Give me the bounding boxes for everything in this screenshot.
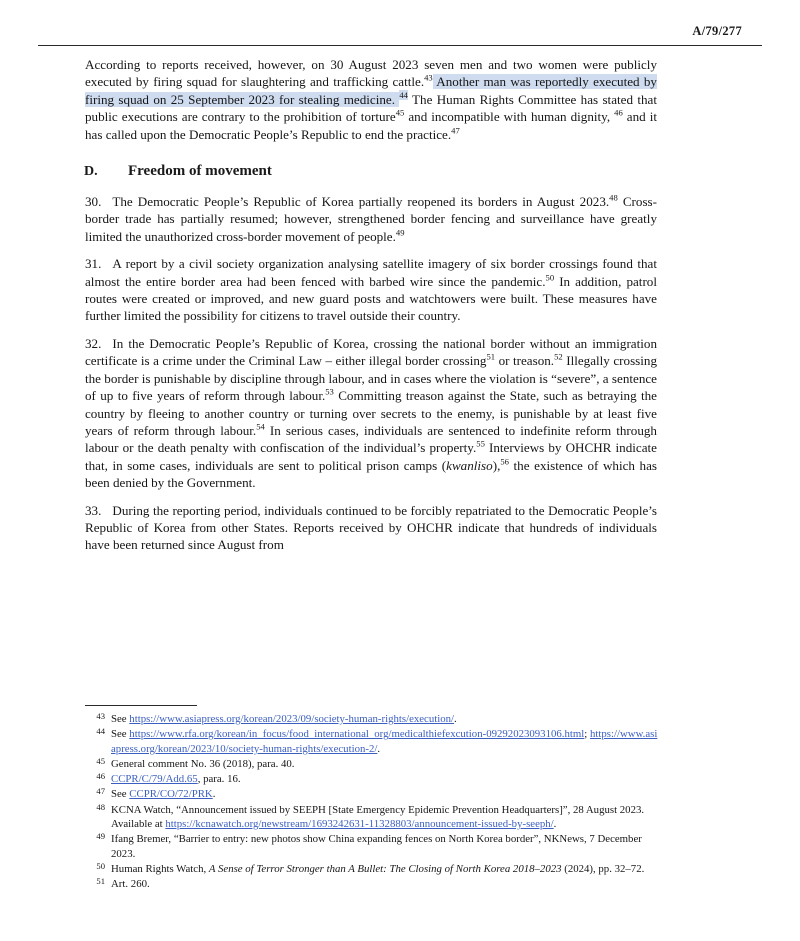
paragraph-number: 30. bbox=[85, 194, 102, 210]
footnote-number: 44 bbox=[96, 726, 105, 737]
footnote-link[interactable]: https://kcnawatch.org/newstream/1693242631-11328803/announcement-issued-by-seeph/ bbox=[165, 818, 554, 831]
text-run: Cross-border trade has partially resumed; however, strengthened border fencing and surveillance have greatly limited the unauthorized cross-border movement of people. bbox=[85, 194, 658, 244]
text-run: In addition, patrol routes were created or improved, and new guard posts and watchtowers were built. These measures have further limited the possibility for citizens to travel outside their country. bbox=[85, 273, 657, 324]
text-run: In serious cases, individuals are sentenced to indefinite reform through labour or the death penalty with confiscation of the individual’s property. bbox=[85, 422, 657, 456]
footnote-text bbox=[111, 712, 659, 726]
footnote-number: 43 bbox=[96, 711, 105, 721]
section-letter: D. bbox=[84, 164, 98, 180]
footnote-text bbox=[111, 787, 659, 801]
footnote-text bbox=[111, 877, 659, 891]
footnote-text-run: See bbox=[111, 728, 130, 741]
paragraph-number: 33. bbox=[85, 502, 102, 518]
text-run: Committing treason against the State, such as betraying the country by fleeing to another country or turning over secrets to the enemy, is punishable by at least five years of reform through labour. bbox=[85, 388, 657, 438]
text-run: During the reporting period, individuals continued to be forcibly repatriated to the Democratic People’s Republic of Korea from other States. Reports received by OHCHR indicate that hundreds of individuals have been returned since August from bbox=[85, 502, 657, 553]
text-run: Illegally crossing the border is punishable by discipline through labour, and in cases where the violation is “severe”, a sentence of up to five years of reform through labour. bbox=[85, 353, 657, 404]
footnote-text-run: Art. 260. bbox=[111, 878, 150, 891]
footnote-text-run: See bbox=[111, 788, 130, 801]
footnote-link[interactable]: https://www.asiapress.org/korean/2023/09/society-human-rights/execution/ bbox=[129, 713, 455, 725]
footnote-link[interactable]: https://www.rfa.org/korean/in_focus/food_international_org/medicalthiefexcution-09292023093106.html bbox=[129, 728, 585, 741]
footnote-reference[interactable]: 53 bbox=[325, 386, 334, 397]
numbered-paragraph bbox=[85, 502, 657, 554]
text-run: or treason. bbox=[495, 353, 555, 369]
footnote-text-run: ; bbox=[584, 728, 590, 741]
footnote-reference[interactable]: 46 bbox=[614, 107, 623, 118]
footnote-reference[interactable]: 45 bbox=[395, 107, 405, 118]
footnote-item bbox=[85, 712, 659, 726]
footnote-reference[interactable]: 54 bbox=[256, 421, 265, 432]
paragraph-continued bbox=[85, 56, 657, 143]
footnote-text bbox=[111, 832, 659, 861]
footnote-item bbox=[85, 877, 659, 891]
footnote-reference[interactable]: 52 bbox=[554, 351, 563, 362]
footnote-text bbox=[111, 772, 659, 786]
footnote-number: 47 bbox=[96, 786, 105, 797]
footnote-reference[interactable]: 56 bbox=[500, 456, 509, 467]
text-run: A report by a civil society organization analysing satellite imagery of six border crossings found that almost the entire border area had been fenced with barbed wire since the pandemic. bbox=[85, 256, 657, 289]
footnote-number: 49 bbox=[96, 831, 105, 842]
text-run: Interviews by OHCHR indicate that, in some cases, individuals are sent to political prison camps ( bbox=[85, 440, 657, 473]
footnote-text bbox=[111, 727, 659, 756]
footnote-link[interactable]: https://www.asiapress.org/korean/2023/10/society-human-rights/execution-2/ bbox=[111, 728, 658, 755]
footnote-reference[interactable]: 55 bbox=[476, 438, 485, 449]
footnote-text-run: , para. 16. bbox=[197, 773, 241, 786]
footnote-number: 45 bbox=[96, 755, 105, 766]
footnote-item bbox=[85, 787, 659, 801]
footnote-text-run: . bbox=[454, 713, 457, 725]
footnote-text-run: General comment No. 36 (2018), para. 40. bbox=[111, 757, 295, 770]
paragraph-number: 31. bbox=[85, 256, 102, 272]
footnote-item bbox=[85, 862, 659, 876]
text-run: Another man was reportedly executed by firing squad on 25 September 2023 for stealing medicine. bbox=[85, 74, 657, 107]
footnote-link[interactable]: CCPR/C/79/Add.65 bbox=[111, 773, 198, 786]
numbered-paragraph bbox=[85, 255, 657, 325]
text-run: and it has called upon the Democratic People’s Republic to end the practice. bbox=[85, 109, 657, 142]
text-run: and incompatible with human dignity, bbox=[404, 109, 615, 125]
footnote-divider bbox=[85, 705, 197, 706]
footnote-text bbox=[111, 757, 659, 771]
text-run: The Democratic People’s Republic of Korea partially reopened its borders in August 2023. bbox=[112, 194, 610, 210]
numbered-paragraph bbox=[85, 193, 657, 245]
footnote-number: 50 bbox=[96, 860, 105, 871]
footnote-text-run: Human Rights Watch, bbox=[111, 862, 209, 875]
footnote-title-italic: A Sense of Terror Stronger than A Bullet: The Closing of North Korea 2018–2023 bbox=[208, 862, 562, 875]
footnote-text-run: See bbox=[111, 713, 130, 725]
footnote-list bbox=[85, 712, 659, 893]
footnote-text-run: . bbox=[212, 788, 216, 801]
footnote-text-run: . bbox=[377, 742, 381, 755]
text-run: In the Democratic People’s Republic of Korea, crossing the national border without an immigration certificate is a crime under the Criminal Law – either illegal border crossing bbox=[85, 335, 657, 369]
footnote-text bbox=[111, 862, 659, 876]
footnote-reference[interactable]: 47 bbox=[451, 125, 460, 136]
text-run: According to reports received, however, on 30 August 2023 seven men and two women were publicly executed by firing squad for slaughtering and trafficking cattle. bbox=[85, 57, 657, 90]
footnote-reference[interactable]: 44 bbox=[399, 90, 408, 101]
numbered-paragraph bbox=[85, 335, 657, 492]
footnote-item bbox=[85, 757, 659, 771]
footnote-item bbox=[85, 803, 659, 832]
footnote-text-run: Ifang Bremer, “Barrier to entry: new photos show China expanding fences on North Korea border”, NKNews, 7 December 2023. bbox=[111, 833, 642, 860]
footnote-number: 51 bbox=[96, 876, 105, 887]
footnote-text-run: KCNA Watch, “Announcement issued by SEEPH [State Emergency Epidemic Prevention Headquarters]”, 28 August 2023. Available at bbox=[111, 803, 645, 831]
text-run: The Human Rights Committee has stated that public executions are contrary to the prohibition of torture bbox=[85, 91, 657, 125]
footnote-reference[interactable]: 50 bbox=[545, 272, 555, 283]
footnote-number: 46 bbox=[96, 771, 105, 782]
document-body bbox=[85, 56, 657, 554]
footnote-text-run: (2024), pp. 32–72. bbox=[561, 862, 645, 875]
paragraph-number: 32. bbox=[85, 335, 102, 351]
footnote-reference[interactable]: 51 bbox=[486, 351, 496, 362]
footnote-text bbox=[111, 803, 659, 832]
page-header-symbol: A/79/277 bbox=[692, 24, 742, 38]
footnote-reference[interactable]: 43 bbox=[424, 73, 433, 84]
text-run: ), bbox=[492, 457, 501, 473]
header-divider bbox=[38, 45, 762, 46]
footnote-text-run: . bbox=[553, 818, 557, 831]
footnote-item bbox=[85, 832, 659, 861]
footnote-item bbox=[85, 772, 659, 786]
footnote-link[interactable]: CCPR/CO/72/PRK bbox=[129, 788, 213, 801]
numbered-paragraph-list bbox=[85, 193, 657, 554]
emphasis-text: kwanliso bbox=[446, 457, 493, 473]
footnote-reference[interactable]: 48 bbox=[609, 192, 618, 203]
text-run: the existence of which has been denied by the Government. bbox=[85, 457, 658, 491]
footnote-number: 48 bbox=[96, 801, 105, 812]
footnote-item bbox=[85, 727, 659, 756]
section-heading bbox=[84, 163, 657, 180]
section-title: Freedom of movement bbox=[128, 163, 272, 180]
footnote-reference[interactable]: 49 bbox=[395, 227, 405, 238]
